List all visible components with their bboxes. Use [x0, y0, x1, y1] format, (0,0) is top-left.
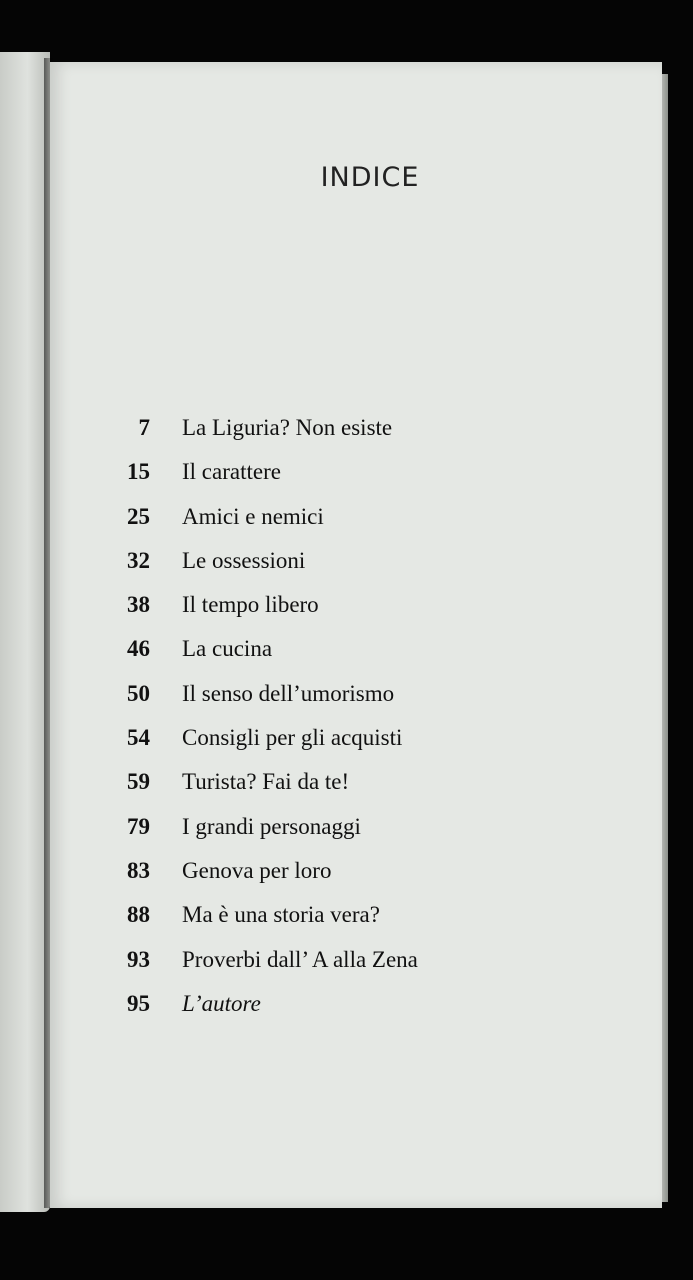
toc-page-number: 46: [127, 636, 150, 662]
toc-page-number: 38: [127, 592, 150, 618]
toc-page-number: 95: [127, 990, 150, 1016]
index-page: [50, 62, 662, 1208]
toc-entry: [50, 636, 650, 680]
toc-entry: [50, 504, 650, 548]
toc-page-number: 25: [127, 503, 150, 529]
toc-page-number: 15: [127, 459, 150, 485]
toc-title: Il senso dell’umorismo: [182, 680, 395, 706]
toc-page-number: 59: [127, 769, 150, 795]
left-page: [0, 52, 50, 1212]
toc-entry: [50, 769, 650, 813]
page-title: INDICE: [320, 162, 420, 193]
toc-entry: [50, 415, 650, 459]
toc-title: Il tempo libero: [182, 592, 319, 618]
toc-page-number: 93: [127, 946, 150, 972]
toc-page-number: 32: [127, 547, 150, 573]
toc-title: La Liguria? Non esiste: [182, 415, 393, 440]
toc-title: Il carattere: [182, 459, 281, 485]
toc-title: Consigli per gli acquisti: [182, 725, 403, 751]
toc-entry: [50, 902, 650, 946]
toc-title: Turista? Fai da te!: [182, 769, 350, 795]
toc-title: Ma è una storia vera?: [182, 902, 380, 928]
toc-entry: [50, 725, 650, 769]
toc-title: Proverbi dall’ A alla Zena: [182, 946, 418, 972]
toc-entry: [50, 592, 650, 636]
toc-title: I grandi personaggi: [182, 813, 361, 839]
toc-title: Amici e nemici: [182, 503, 324, 529]
toc-entry: [50, 681, 650, 725]
toc-entry: [50, 548, 650, 592]
toc-entry: [50, 858, 650, 902]
toc-title: L’autore: [182, 990, 261, 1016]
toc-page-number: 7: [138, 415, 150, 440]
table-of-contents: [50, 415, 650, 1035]
toc-entry: [50, 814, 650, 858]
toc-title: Le ossessioni: [182, 547, 306, 573]
toc-entry: [50, 947, 650, 991]
toc-page-number: 54: [127, 725, 150, 751]
toc-entry: [50, 991, 650, 1035]
toc-page-number: 88: [127, 902, 150, 928]
toc-page-number: 79: [127, 813, 150, 839]
toc-page-number: 50: [127, 680, 150, 706]
toc-title: Genova per loro: [182, 857, 332, 883]
toc-title: La cucina: [182, 636, 273, 662]
toc-page-number: 83: [127, 857, 150, 883]
toc-entry: [50, 459, 650, 503]
